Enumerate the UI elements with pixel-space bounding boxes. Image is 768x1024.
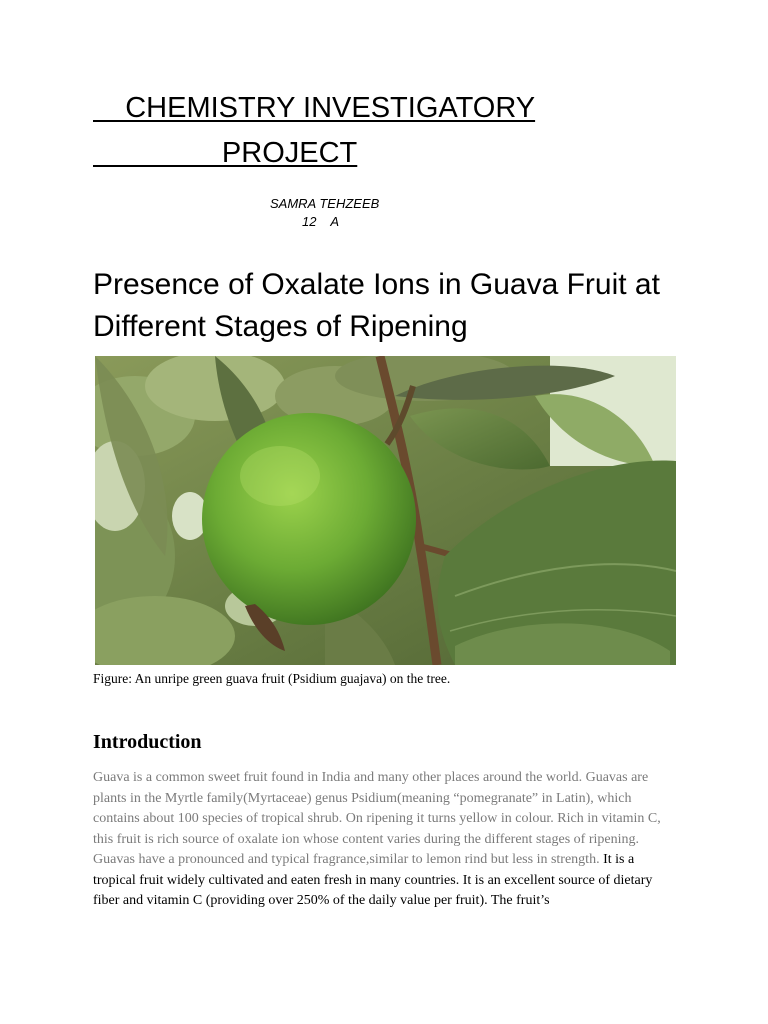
guava-photo [95, 356, 676, 665]
author-info [270, 195, 379, 231]
intro-text-dark: It is a tropical fruit widely cultivated and eaten fresh in many countries. It is an excellent source of dietary fiber and vitamin C (providing over 250% of the daily value per fruit). The fruit’s [93, 852, 653, 908]
section-heading-introduction: Introduction [93, 731, 202, 753]
title-line-2: PROJECT [93, 137, 358, 169]
author-name: SAMRA TEHZEEB [270, 196, 380, 211]
guava-illustration [95, 356, 676, 665]
main-heading: Presence of Oxalate Ions in Guava Fruit at Different Stages of Ripening [93, 268, 660, 343]
title-line-1: CHEMISTRY INVESTIGATORY [93, 92, 536, 124]
figure-caption: Figure: An unripe green guava fruit (Psidium guajava) on the tree. [93, 671, 451, 686]
introduction-paragraph [93, 768, 678, 912]
intro-text-grey: Guava is a common sweet fruit found in India and many other places around the world. Guavas are plants in the Myrtle family(Myrtaceae) genus Psidium(meaning “pomegranate” in Latin), which contains about 100 species of tropical shrub. On ripening it turns yellow in colour. Rich in vitamin C, this fruit is rich source of oxalate ion whose content varies during the different stages of ripening. Guavas have a pronounced and typical fragrance,similar to lemon rind but less in strength. [93, 770, 661, 867]
author-class: 12 A [302, 214, 340, 229]
